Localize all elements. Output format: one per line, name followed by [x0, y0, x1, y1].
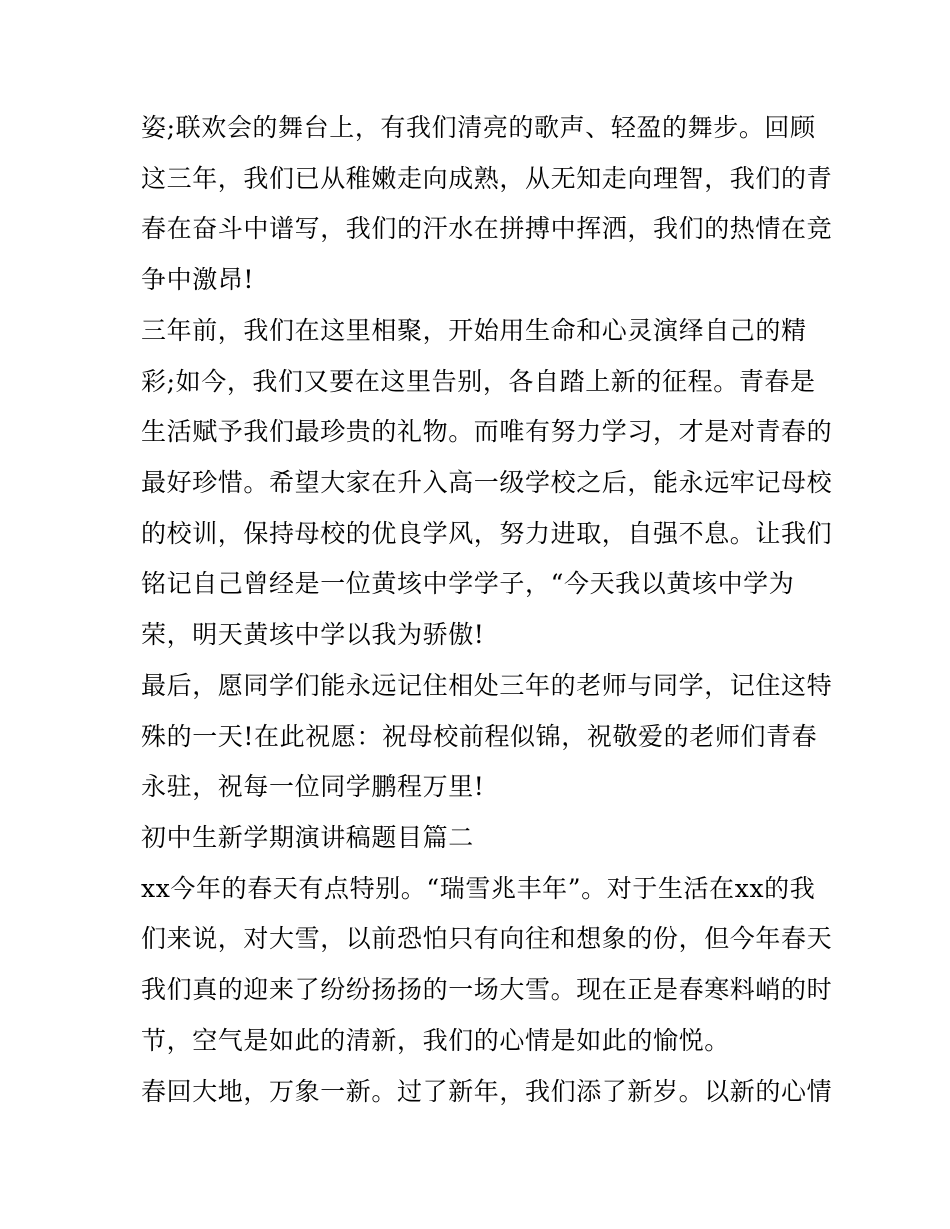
text-line: 节，空气是如此的清新，我们的心情是如此的愉悦。: [141, 1026, 730, 1055]
text-line: 姿;联欢会的舞台上，有我们清亮的歌声、轻盈的舞步。回顾: [141, 113, 816, 142]
text-line: 最后，愿同学们能永远记住相处三年的老师与同学，记住这特: [141, 671, 833, 700]
text-line: 春回大地，万象一新。过了新年，我们添了新岁。以新的心情: [141, 1077, 833, 1106]
text-line: 我们真的迎来了纷纷扬扬的一场大雪。现在正是春寒料峭的时: [141, 975, 833, 1004]
text-line: 永驻，祝每一位同学鹏程万里!: [141, 772, 485, 801]
section-heading: 初中生新学期演讲稿题目篇二: [141, 823, 474, 852]
text-line: 的校训，保持母校的优良学风，努力进取，自强不息。让我们: [141, 519, 833, 548]
text-line: 生活赋予我们最珍贵的礼物。而唯有努力学习，才是对青春的: [141, 417, 833, 446]
text-line: 这三年，我们已从稚嫩走向成熟，从无知走向理智，我们的青: [141, 164, 833, 193]
text-line: xx今年的春天有点特别。“瑞雪兆丰年”。对于生活在xx的我: [141, 874, 816, 903]
text-line: 们来说，对大雪，以前恐怕只有向往和想象的份，但今年春天: [141, 924, 833, 953]
text-line: 荣，明天黄垓中学以我为骄傲!: [141, 620, 485, 649]
text-line: 争中激昂!: [141, 265, 255, 294]
text-line: 三年前，我们在这里相聚，开始用生命和心灵演绎自己的精: [141, 316, 807, 345]
text-line: 春在奋斗中谱写，我们的汗水在拼搏中挥洒，我们的热情在竞: [141, 214, 833, 243]
text-line: 殊的一天!在此祝愿：祝母校前程似锦，祝敬爱的老师们青春: [141, 722, 818, 751]
text-line: 彩;如今，我们又要在这里告别，各自踏上新的征程。青春是: [141, 367, 816, 396]
text-line: 铭记自己曾经是一位黄垓中学学子，“今天我以黄垓中学为: [141, 569, 795, 598]
text-line: 最好珍惜。希望大家在升入高一级学校之后，能永远牢记母校: [141, 468, 833, 497]
